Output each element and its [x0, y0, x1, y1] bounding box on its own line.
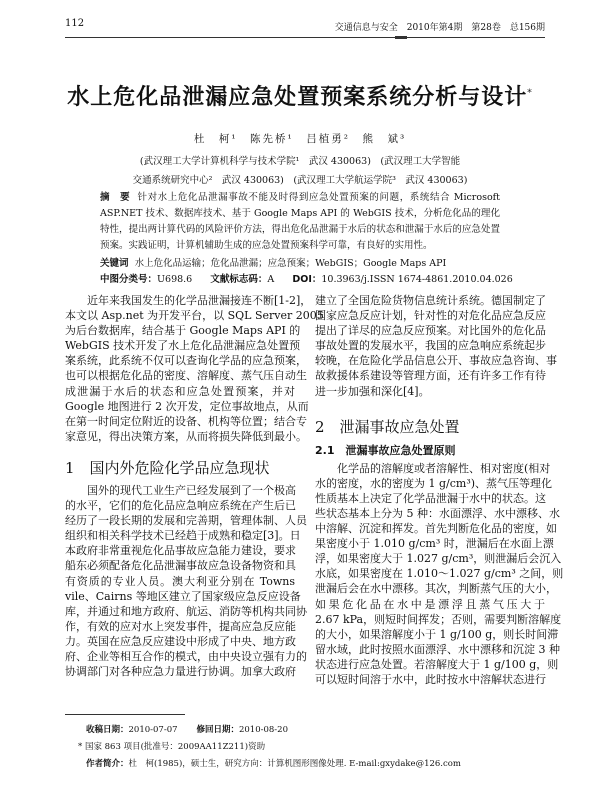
section-heading-2: 2 泄漏事故应急处置: [315, 417, 460, 436]
text-line: 故救援体系建设等管理方面，还有许多工作有待: [315, 369, 546, 383]
text-line: 性质基本上决定了化学品泄漏于水中的状态。这: [315, 491, 546, 505]
affiliation-line-2: 交通系统研究中心² 武汉 430063) (武汉理工大学航运学院³ 武汉 430063): [132, 175, 468, 186]
text-line: 有资质的专业人员。澳大利亚分别在 Towns: [65, 574, 295, 588]
clc-label: 中图分类号：: [100, 274, 158, 285]
text-line: 中溶解、沉淀和挥发。首先判断危化品的密度，如: [315, 522, 557, 536]
text-line: 化学品的溶解度或者溶解性、相对密度(相对: [337, 461, 551, 475]
text-line: 成泄漏于水后的状态和应急处置预案，并对: [65, 384, 295, 398]
doi-label: DOI：: [292, 274, 322, 285]
revised-label: 修回日期：: [196, 725, 239, 735]
text-line: 状态进行应急处置。若溶解度大于 1 g/100 g，则: [315, 657, 559, 671]
text-line: 本政府非常重视危化品事故应急能力建设，要求: [65, 544, 296, 558]
author-bio-text: 杜 柯(1985)，硕士生，研究方向：计算机图形图像处理. E-mail:gxydake@126.com: [128, 759, 461, 769]
received-date: 2010-07-07: [128, 725, 178, 735]
text-line: 浮，如果密度大于 1.027 g/cm³，则泄漏后会沉入: [315, 552, 562, 566]
funding-note: * 国家 863 项目(批准号：2009AA11Z211)资助: [78, 742, 266, 752]
section-heading-1: 1 国内外危险化学品应急现状: [65, 458, 270, 477]
text-line: 在第一时间定位附近的设备、机构等位置；结合专: [65, 414, 307, 428]
text-line: 事故处置的发展水平，我国的应急响应系统起步: [315, 339, 546, 353]
keywords: [100, 255, 520, 269]
text-line: 协调部门对各种应急力量进行协调。加拿大政府: [65, 665, 296, 679]
journal-info: 交通信息与安全 2010年第4期 第28卷 总156期: [334, 23, 545, 33]
clc-value: U698.6: [157, 274, 193, 285]
text-line: 如果危化品在水中是漂浮且蒸气压大于: [315, 597, 545, 611]
text-line: Google 地图进行 2 次开发，定位事故地点，从而: [65, 399, 309, 413]
right-column: [315, 293, 564, 687]
keywords-label: 关键词: [100, 258, 129, 269]
affiliation-line-1: (武汉理工大学计算机科学与技术学院¹ 武汉 430063) (武汉理工大学智能: [139, 156, 461, 167]
footnote-rule: [65, 714, 185, 715]
text-line: 近年来我国发生的化学品泄漏接连不断[1-2]，: [87, 294, 312, 307]
text-line: 提出了详尽的应急反应预案。对比国外的危化品: [315, 324, 546, 338]
text-line: 的大小，如果溶解度小于 1 g/100 g，则长时间滞: [315, 627, 559, 641]
text-line: 库，并通过和地方政府、航运、消防等机构共同协: [65, 604, 307, 618]
dates-note: [86, 723, 288, 735]
text-line: 本文以 Asp.net 为开发平台，以 SQL Server 2005: [65, 309, 324, 323]
text-line: 组织和相关科学技术已经趋于成熟和稳定[3]。日: [65, 529, 301, 543]
paper-title: [0, 80, 600, 111]
page-number: 112: [65, 18, 85, 29]
doc-code-label: 文献标志码：: [210, 274, 268, 285]
doi-value: 10.3963/j.ISSN 1674-4861.2010.04.026: [321, 274, 513, 285]
classification: [100, 271, 520, 285]
abstract-label: 摘 要: [100, 192, 131, 203]
text-line: 作，有效的应对水上突发事件，提高应急反应能: [65, 619, 296, 633]
text-line: 的水平，它们的危化品应急响应系统在产生后已: [65, 499, 296, 513]
text-line: 果密度小于 1.010 g/cm³ 时，泄漏后在水面上漂: [315, 537, 554, 551]
author-bio-note: [86, 757, 461, 769]
text-line: 案系统，此系统不仅可以查询化学品的应急预案，: [65, 354, 307, 368]
text-line: 国家应急反应计划，针对性的对危化品应急反应: [315, 309, 546, 323]
header-rule: [65, 37, 545, 38]
text-line: 府、企业等相互合作的模式，由中央设立强有力的: [65, 649, 307, 663]
left-column: [65, 293, 324, 679]
author-bio-label: 作者简介：: [86, 759, 129, 769]
authors: 杜 柯¹ 陈先桥¹ 吕植勇² 熊 斌³: [193, 133, 407, 145]
text-line: 些状态基本上分为 5 种：水面漂浮、水中漂移、水: [315, 506, 560, 520]
text-line: 力。英国在应急反应建设中形成了中央、地方政: [65, 634, 296, 648]
text-line: WebGIS 技术开发了水上危化品泄漏应急处置预: [65, 339, 301, 353]
received-label: 收稿日期：: [86, 725, 129, 735]
text-line: 建立了全国危险货物信息统计系统。德国制定了: [315, 294, 546, 307]
text-line: 也可以根据危化品的密度、溶解度、蒸气压自动生: [65, 369, 307, 383]
text-line: 2.67 kPa，则短时间挥发；否则，需要判断溶解度: [315, 612, 562, 626]
title-text: 水上危化品泄漏应急处置预案系统分析与设计: [67, 84, 528, 110]
title-footnote-mark: *: [527, 88, 533, 99]
text-line: 进一步加强和深化[4]。: [315, 384, 430, 398]
header-rule-accent: [395, 36, 407, 39]
subsection-heading-2-1: 2.1 泄漏事故应急处置原则: [315, 443, 456, 457]
abstract: [100, 190, 500, 254]
text-line: 经历了一段长期的发展和完善期，管理体制、人员: [65, 514, 307, 528]
text-line: 泄漏后会在水中漂移。其次，判断蒸气压的大小，: [315, 582, 557, 596]
text-line: 船东必须配备危化品泄漏事故应急设备物资和具: [65, 559, 296, 573]
text-line: vile、Cairns 等地区建立了国家级应急反应设备: [65, 589, 301, 603]
keywords-text: 水上危化品运输；危化品泄漏；应急预案；WebGIS；Google Maps API: [134, 258, 447, 269]
text-line: 水底，如果密度在 1.010～1.027 g/cm³ 之间，则: [315, 567, 564, 581]
text-line: 可以短时间溶于水中，此时按水中溶解状态进行: [315, 672, 546, 686]
abstract-text: 针对水上危化品泄漏事故不能及时得到应急处置预案的问题，系统结合 Microsoft ASP.NET 技术、数据库技术、基于 Google Maps API 的 WebGIS 技术，分析危化品的理化特性，提出两计算代码的风险评价方法，得出危化品泄漏于水后的状态和泄漏于水后的应急处置预案。实践证明，计算机辅助生成的应急处置预案科学可靠，有良好的实用性。: [100, 192, 500, 251]
revised-date: 2010-08-20: [238, 725, 288, 735]
text-line: 水的密度，水的密度为 1 g/cm³)、蒸气压等理化: [315, 476, 553, 490]
text-line: 家意见，得出决策方案，从而将损失降低到最小。: [65, 429, 307, 443]
text-line: 国外的现代工业生产已经发展到了一个极高: [87, 483, 296, 497]
text-line: 较晚，在危险化学品信息公开、事故应急咨询、事: [315, 354, 557, 368]
text-line: 为后台数据库，结合基于 Google Maps API 的: [65, 324, 301, 338]
text-line: 留水域，此时按照水面漂浮、水中漂移和沉淀 3 种: [315, 642, 560, 656]
doc-code-value: A: [267, 274, 275, 285]
